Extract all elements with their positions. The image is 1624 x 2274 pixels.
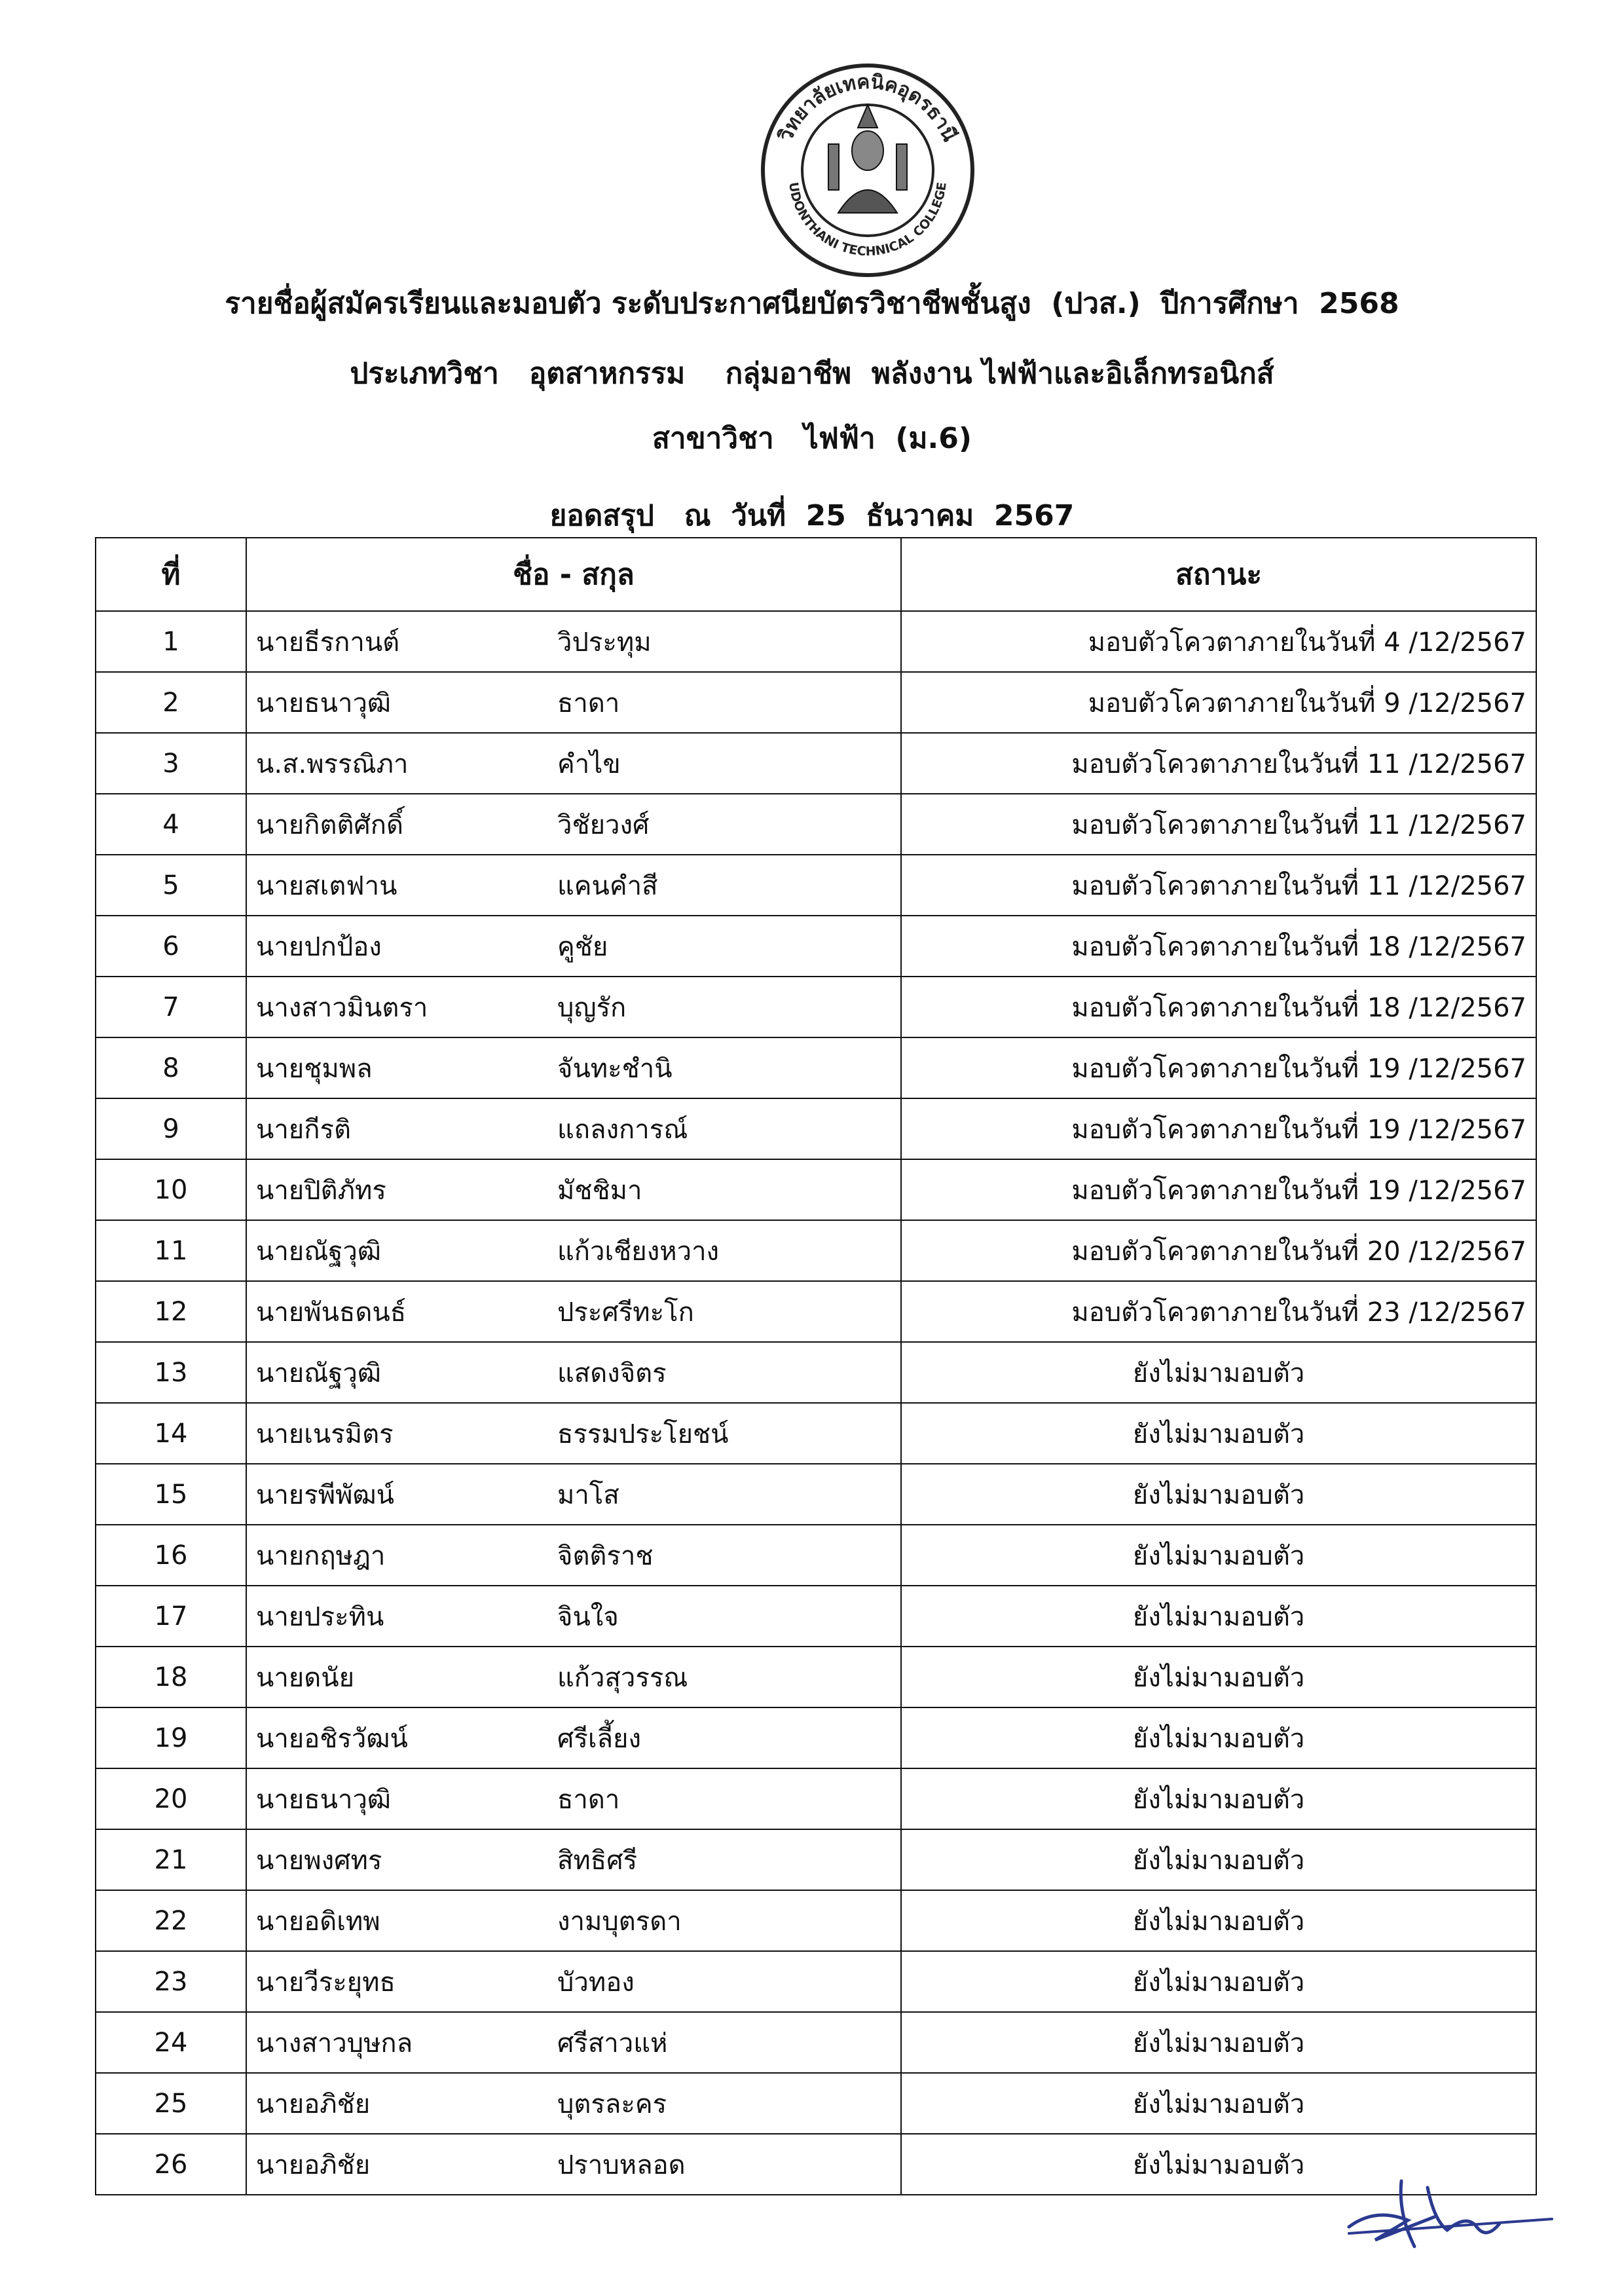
row-last-name: วิชัยวงศ์ xyxy=(557,810,650,840)
row-status: ยังไม่มามอบตัว xyxy=(901,2012,1536,2073)
row-last-name: คำไข xyxy=(557,749,621,779)
handwritten-signature xyxy=(1336,2168,1559,2260)
row-status: มอบตัวโควตาภายในวันที่ 11 /12/2567 xyxy=(901,733,1536,794)
row-first-name: นายณัฐวุฒิ xyxy=(256,1236,382,1267)
row-last-name: บุตรละคร xyxy=(557,2089,667,2119)
row-full-name xyxy=(246,1281,901,1342)
row-status: ยังไม่มามอบตัว xyxy=(901,1403,1536,1464)
table-row xyxy=(96,1951,1536,2012)
row-status: มอบตัวโควตาภายในวันที่ 20 /12/2567 xyxy=(901,1220,1536,1281)
row-last-name: จันทะชำนิ xyxy=(557,1053,673,1084)
row-number: 9 xyxy=(96,1098,246,1159)
row-number: 13 xyxy=(96,1342,246,1403)
row-last-name: มัชชิมา xyxy=(557,1175,642,1206)
table-row xyxy=(96,1159,1536,1220)
table-row xyxy=(96,1525,1536,1586)
row-first-name: นายอภิชัย xyxy=(256,2150,371,2180)
row-first-name: นายกฤษฎา xyxy=(256,1540,386,1571)
row-first-name: นายพันธดนธ์ xyxy=(256,1297,407,1328)
row-status: มอบตัวโควตาภายในวันที่ 19 /12/2567 xyxy=(901,1037,1536,1098)
row-number: 26 xyxy=(96,2134,246,2195)
table-row xyxy=(96,1403,1536,1464)
row-full-name xyxy=(246,2012,901,2073)
row-full-name xyxy=(246,1159,901,1220)
row-last-name: มาโส xyxy=(557,1480,619,1510)
row-full-name xyxy=(246,1037,901,1098)
college-seal-logo xyxy=(760,62,976,278)
table-row xyxy=(96,794,1536,855)
row-first-name: นายอภิชัย xyxy=(256,2089,371,2119)
row-status: ยังไม่มามอบตัว xyxy=(901,1342,1536,1403)
header-name: ชื่อ - สกุล xyxy=(246,538,901,611)
row-last-name: คูชัย xyxy=(557,931,608,962)
row-full-name xyxy=(246,1220,901,1281)
applicant-table xyxy=(95,537,1537,2195)
row-number: 7 xyxy=(96,977,246,1037)
row-status: ยังไม่มามอบตัว xyxy=(901,1951,1536,2012)
row-full-name xyxy=(246,1586,901,1647)
row-first-name: นายดนัย xyxy=(256,1662,354,1693)
table-row xyxy=(96,2073,1536,2134)
table-row xyxy=(96,1768,1536,1829)
row-full-name xyxy=(246,1342,901,1403)
row-full-name xyxy=(246,1829,901,1890)
row-first-name: นายกีรติ xyxy=(256,1114,351,1145)
row-first-name: นายประทิน xyxy=(256,1601,384,1632)
row-status: มอบตัวโควตาภายในวันที่ 11 /12/2567 xyxy=(901,855,1536,916)
row-full-name xyxy=(246,672,901,733)
row-number: 1 xyxy=(96,611,246,672)
row-full-name xyxy=(246,2073,901,2134)
row-status: ยังไม่มามอบตัว xyxy=(901,2073,1536,2134)
row-full-name xyxy=(246,916,901,977)
row-last-name: ปราบหลอด xyxy=(557,2150,686,2180)
row-first-name: นายกิตติศักดิ์ xyxy=(256,810,403,840)
row-last-name: แก้วเชียงหวาง xyxy=(557,1236,720,1267)
row-number: 10 xyxy=(96,1159,246,1220)
row-number: 24 xyxy=(96,2012,246,2073)
row-full-name xyxy=(246,2134,901,2195)
table-row xyxy=(96,1647,1536,1707)
row-last-name: แคนคำสี xyxy=(557,870,658,901)
row-first-name: นายณัฐวุฒิ xyxy=(256,1358,382,1389)
row-last-name: จินใจ xyxy=(557,1601,619,1632)
row-first-name: นายธนาวุฒิ xyxy=(256,688,392,718)
row-status: ยังไม่มามอบตัว xyxy=(901,1647,1536,1707)
row-full-name xyxy=(246,611,901,672)
row-full-name xyxy=(246,855,901,916)
table-row xyxy=(96,2134,1536,2195)
row-last-name: ธรรมประโยชน์ xyxy=(557,1419,729,1449)
row-full-name xyxy=(246,1951,901,2012)
row-last-name: แสดงจิตร xyxy=(557,1358,667,1389)
row-number: 16 xyxy=(96,1525,246,1586)
row-first-name: นางสาวมินตรา xyxy=(256,992,428,1023)
row-number: 15 xyxy=(96,1464,246,1525)
row-last-name: ธาดา xyxy=(557,1784,620,1815)
row-status: ยังไม่มามอบตัว xyxy=(901,1525,1536,1586)
row-first-name: นายธนาวุฒิ xyxy=(256,1784,392,1815)
row-last-name: ประศรีทะโก xyxy=(557,1297,694,1328)
row-first-name: นายปกป้อง xyxy=(256,931,382,962)
table-row xyxy=(96,611,1536,672)
row-number: 12 xyxy=(96,1281,246,1342)
row-number: 20 xyxy=(96,1768,246,1829)
seal-arc-bottom-text: UDONTHANI TECHNICAL COLLEGE xyxy=(786,181,950,259)
row-last-name: ศรีเลี้ยง xyxy=(557,1723,642,1754)
row-last-name: แถลงการณ์ xyxy=(557,1114,688,1145)
row-last-name: บุญรัก xyxy=(557,992,627,1023)
row-status: มอบตัวโควตาภายในวันที่ 11 /12/2567 xyxy=(901,794,1536,855)
row-first-name: นายอชิรวัฒน์ xyxy=(256,1723,408,1754)
row-full-name xyxy=(246,1098,901,1159)
row-full-name xyxy=(246,977,901,1037)
row-number: 17 xyxy=(96,1586,246,1647)
row-number: 23 xyxy=(96,1951,246,2012)
row-status: ยังไม่มามอบตัว xyxy=(901,1768,1536,1829)
row-full-name xyxy=(246,1403,901,1464)
table-row xyxy=(96,1098,1536,1159)
row-status: ยังไม่มามอบตัว xyxy=(901,1586,1536,1647)
row-full-name xyxy=(246,1464,901,1525)
row-number: 14 xyxy=(96,1403,246,1464)
document-title: รายชื่อผู้สมัครเรียนและมอบตัว ระดับประกาศนียบัตรวิชาชีพชั้นสูง (ปวส.) ปีการศึกษา 2568 xyxy=(225,287,1399,320)
row-last-name: งามบุตรดา xyxy=(557,1906,682,1937)
row-number: 4 xyxy=(96,794,246,855)
row-last-name: สิทธิศรี xyxy=(557,1845,638,1876)
row-status: มอบตัวโควตาภายในวันที่ 18 /12/2567 xyxy=(901,977,1536,1037)
row-status: มอบตัวโควตาภายในวันที่ 23 /12/2567 xyxy=(901,1281,1536,1342)
row-status: มอบตัวโควตาภายในวันที่ 19 /12/2567 xyxy=(901,1098,1536,1159)
table-row xyxy=(96,1037,1536,1098)
table-row xyxy=(96,977,1536,1037)
row-number: 21 xyxy=(96,1829,246,1890)
row-status: มอบตัวโควตาภายในวันที่ 4 /12/2567 xyxy=(901,611,1536,672)
row-status: ยังไม่มามอบตัว xyxy=(901,2134,1536,2195)
row-first-name: น.ส.พรรณิภา xyxy=(256,749,409,779)
table-row xyxy=(96,733,1536,794)
row-status: มอบตัวโควตาภายในวันที่ 18 /12/2567 xyxy=(901,916,1536,977)
table-row xyxy=(96,672,1536,733)
table-row xyxy=(96,1707,1536,1768)
table-row xyxy=(96,855,1536,916)
row-first-name: นางสาวบุษกล xyxy=(256,2028,413,2059)
row-first-name: นายอดิเทพ xyxy=(256,1906,380,1937)
table-row xyxy=(96,1281,1536,1342)
row-first-name: นายปิติภัทร xyxy=(256,1175,386,1206)
row-number: 11 xyxy=(96,1220,246,1281)
row-number: 25 xyxy=(96,2073,246,2134)
row-number: 2 xyxy=(96,672,246,733)
table-row xyxy=(96,916,1536,977)
row-status: ยังไม่มามอบตัว xyxy=(901,1890,1536,1951)
table-header-row xyxy=(96,538,1536,611)
row-number: 18 xyxy=(96,1647,246,1707)
row-last-name: ศรีสาวแห่ xyxy=(557,2028,668,2059)
row-number: 3 xyxy=(96,733,246,794)
row-last-name: จิตติราช xyxy=(557,1540,654,1571)
row-status: มอบตัวโควตาภายในวันที่ 19 /12/2567 xyxy=(901,1159,1536,1220)
row-full-name xyxy=(246,1890,901,1951)
header-status: สถานะ xyxy=(901,538,1536,611)
row-first-name: นายเนรมิตร xyxy=(256,1419,394,1449)
row-last-name: แก้วสุวรรณ xyxy=(557,1662,688,1693)
row-number: 22 xyxy=(96,1890,246,1951)
program-type-line: ประเภทวิชา อุตสาหกรรม กลุ่มอาชีพ พลังงาน ไฟฟ้าและอิเล็กทรอนิกส์ xyxy=(350,357,1274,390)
row-status: ยังไม่มามอบตัว xyxy=(901,1464,1536,1525)
header-no: ที่ xyxy=(96,538,246,611)
table-row xyxy=(96,1829,1536,1890)
row-number: 5 xyxy=(96,855,246,916)
row-last-name: วิประทุม xyxy=(557,627,652,658)
row-last-name: บัวทอง xyxy=(557,1967,635,1998)
table-body xyxy=(96,611,1536,2195)
row-full-name xyxy=(246,1707,901,1768)
row-status: ยังไม่มามอบตัว xyxy=(901,1829,1536,1890)
row-first-name: นายวีระยุทธ xyxy=(256,1967,396,1998)
row-full-name xyxy=(246,733,901,794)
row-full-name xyxy=(246,1525,901,1586)
row-number: 8 xyxy=(96,1037,246,1098)
row-first-name: นายชุมพล xyxy=(256,1053,373,1084)
row-full-name xyxy=(246,1768,901,1829)
row-first-name: นายสเตฟาน xyxy=(256,870,397,901)
major-line: สาขาวิชา ไฟฟ้า (ม.6) xyxy=(652,422,972,455)
row-number: 6 xyxy=(96,916,246,977)
seal-arc-top-text: วิทยาลัยเทคนิคอุดรธานี xyxy=(774,70,961,145)
row-status: มอบตัวโควตาภายในวันที่ 9 /12/2567 xyxy=(901,672,1536,733)
table-row xyxy=(96,1464,1536,1525)
row-full-name xyxy=(246,794,901,855)
row-number: 19 xyxy=(96,1707,246,1768)
row-last-name: ธาดา xyxy=(557,688,620,718)
table-row xyxy=(96,1220,1536,1281)
row-first-name: นายพงศทร xyxy=(256,1845,382,1876)
row-first-name: นายรพีพัฒน์ xyxy=(256,1480,394,1510)
table-row xyxy=(96,1890,1536,1951)
row-full-name xyxy=(246,1647,901,1707)
table-row xyxy=(96,1342,1536,1403)
table-row xyxy=(96,2012,1536,2073)
row-status: ยังไม่มามอบตัว xyxy=(901,1707,1536,1768)
table-row xyxy=(96,1586,1536,1647)
row-first-name: นายธีรกานต์ xyxy=(256,627,400,658)
summary-date-line: ยอดสรุป ณ วันที่ 25 ธันวาคม 2567 xyxy=(549,499,1075,532)
